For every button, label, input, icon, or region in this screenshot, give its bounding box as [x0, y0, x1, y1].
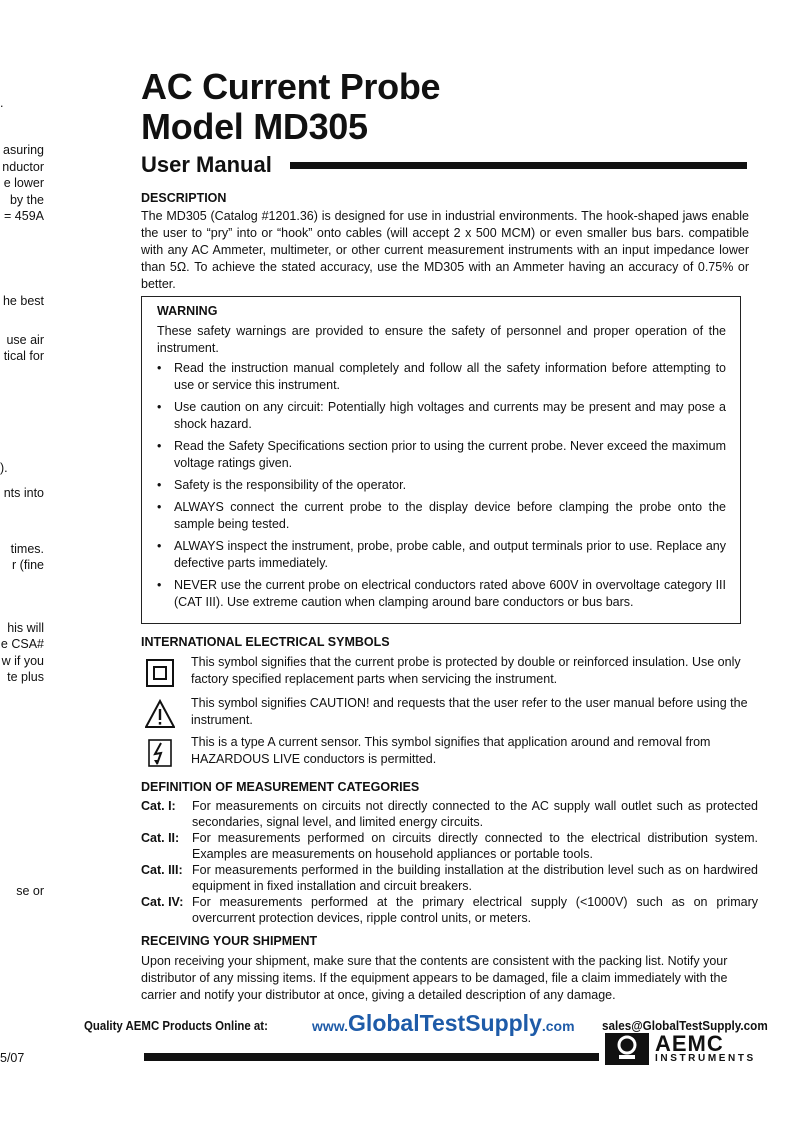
subtitle: User Manual — [141, 152, 272, 177]
logo-name: AEMC — [655, 1031, 724, 1056]
warning-item-text: ALWAYS inspect the instrument, probe, probe cable, and output terminals prior to use. Replace any defective parts immediately. — [174, 539, 726, 570]
category-item — [141, 830, 758, 864]
fragment: times. — [10, 542, 44, 556]
list-item — [157, 360, 726, 394]
fragment: r (fine — [12, 558, 44, 572]
fragment: nts into — [3, 486, 44, 500]
url-main: GlobalTestSupply — [348, 1010, 542, 1036]
category-text: For measurements on circuits not directly connected to the AC supply wall outlet such as protected secondaries, signal level, and limited energy circuits. — [192, 799, 758, 829]
category-label: Cat. I: — [141, 799, 176, 813]
fragment: se or — [16, 884, 44, 898]
footer-rule — [144, 1053, 599, 1061]
category-item — [141, 894, 758, 928]
warning-title: WARNING — [157, 304, 218, 318]
symbol-text: This symbol signifies that the current probe is protected by double or reinforced insulation. Use only factory specified replacement parts when servicing the instrument. — [191, 655, 741, 686]
fragment: by the — [9, 193, 44, 207]
warning-item-text: Use caution on any circuit: Potentially high voltages and currents may be present and may pose a shock hazard. — [174, 400, 726, 431]
list-item — [157, 538, 726, 572]
category-text: For measurements performed in the building installation at the distribution level such as on hardwired equipment in fixed installation and circuit breakers. — [192, 863, 758, 893]
description-text: The MD305 (Catalog #1201.36) is designed for use in industrial environments. The hook-shaped jaws enable the user to “pry” into or “hook” onto cables (will accept 2 x 500 MCM) or even smaller bus bars. compatible with any AC Ammeter, multimeter, or other current measurement instruments with an input impedance lower than 5Ω. To achieve the stated accuracy, use the MD305 with an Ammeter having an accuracy of 0.75% or better. — [141, 209, 749, 291]
categories-heading: DEFINITION OF MEASUREMENT CATEGORIES — [141, 780, 420, 794]
category-item — [141, 798, 758, 832]
date-fragment: 5/07 — [0, 1051, 25, 1065]
bullet: • — [157, 539, 162, 553]
url-prefix: www. — [312, 1018, 349, 1034]
logo-subtitle: INSTRUMENTS — [655, 1053, 756, 1064]
symbol-text: This is a type A current sensor. This symbol signifies that application around and removal from HAZARDOUS LIVE conductors is permitted. — [191, 735, 711, 766]
category-label: Cat. III: — [141, 863, 183, 877]
aemc-logo — [603, 1031, 756, 1067]
model-title: Model MD305 — [141, 106, 368, 147]
shipment-heading: RECEIVING YOUR SHIPMENT — [141, 934, 318, 948]
page-title: AC Current Probe — [141, 66, 441, 107]
fragment: w if you — [1, 654, 44, 668]
caution-triangle-icon — [145, 699, 175, 729]
title-rule — [290, 162, 747, 169]
list-item — [157, 577, 726, 611]
fragment: = 459A — [4, 209, 44, 223]
bullet: • — [157, 478, 162, 492]
shipment-text: Upon receiving your shipment, make sure that the contents are consistent with the packing list. Notify your distributor of any missing items. If the equipment appears to be damaged, file a claim immediately with the carrier and notify your distributor at once, giving a detailed description of any damage. — [141, 954, 728, 1002]
aemc-logo-mark-icon — [605, 1033, 649, 1065]
list-item — [157, 399, 726, 433]
category-text: For measurements performed on circuits directly connected to the electrical distribution system. Examples are measurements on household appliances or portable tools. — [192, 831, 758, 861]
fragment: e CSA# — [0, 637, 44, 651]
category-label: Cat. II: — [141, 831, 180, 845]
symbol-row — [141, 734, 749, 770]
hazardous-live-icon — [145, 738, 175, 768]
bullet: • — [157, 500, 162, 514]
category-label: Cat. IV: — [141, 895, 184, 909]
fragment: te plus — [7, 670, 44, 684]
category-item — [141, 862, 758, 896]
footer-tagline: Quality AEMC Products Online at: — [84, 1018, 268, 1033]
left-column-fragments — [0, 0, 44, 1136]
symbol-text: This symbol signifies CAUTION! and requests that the user refer to the user manual before using the instrument. — [191, 696, 748, 727]
bullet: • — [157, 439, 162, 453]
website-link[interactable] — [312, 1010, 575, 1040]
fragment: . — [0, 96, 4, 110]
fragment: asuring — [3, 143, 44, 157]
fragment: e lower — [3, 176, 44, 190]
list-item — [157, 499, 726, 533]
warning-list — [157, 360, 726, 616]
warning-item-text: Read the Safety Specifications section prior to using the current probe. Never exceed the maximum voltage ratings given. — [174, 439, 726, 470]
description-heading: DESCRIPTION — [141, 191, 227, 205]
fragment: nductor — [2, 160, 44, 174]
symbols-heading: INTERNATIONAL ELECTRICAL SYMBOLS — [141, 635, 390, 649]
warning-item-text: Read the instruction manual completely and follow all the safety information before attempting to use or service this instrument. — [174, 361, 726, 392]
url-suffix: .com — [541, 1018, 575, 1034]
email-link[interactable]: sales@GlobalTestSupply.com — [602, 1018, 768, 1033]
symbol-row — [141, 654, 749, 690]
warning-item-text: Safety is the responsibility of the operator. — [174, 478, 407, 492]
warning-intro: These safety warnings are provided to ensure the safety of personnel and proper operation of the instrument. — [157, 324, 726, 355]
list-item — [157, 477, 726, 494]
symbol-row — [141, 695, 749, 731]
category-text: For measurements performed at the primary electrical supply (<1000V) such as on primary overcurrent protection devices, ripple control units, or meters. — [192, 895, 758, 925]
warning-item-text: NEVER use the current probe on electrical conductors rated above 600V in overvoltage category III (CAT III). Use extreme caution when clamping around bare conductors or bus bars. — [174, 578, 726, 609]
warning-item-text: ALWAYS connect the current probe to the display device before clamping the probe onto the sample being tested. — [174, 500, 726, 531]
fragment: use air — [6, 333, 44, 347]
list-item — [157, 438, 726, 472]
double-insulation-icon — [145, 658, 175, 688]
fragment: ). — [0, 461, 8, 475]
fragment: tical for — [3, 349, 44, 363]
fragment: his will — [7, 621, 44, 635]
fragment: he best — [2, 294, 44, 308]
bullet: • — [157, 400, 162, 414]
bullet: • — [157, 361, 162, 375]
bullet: • — [157, 578, 162, 592]
